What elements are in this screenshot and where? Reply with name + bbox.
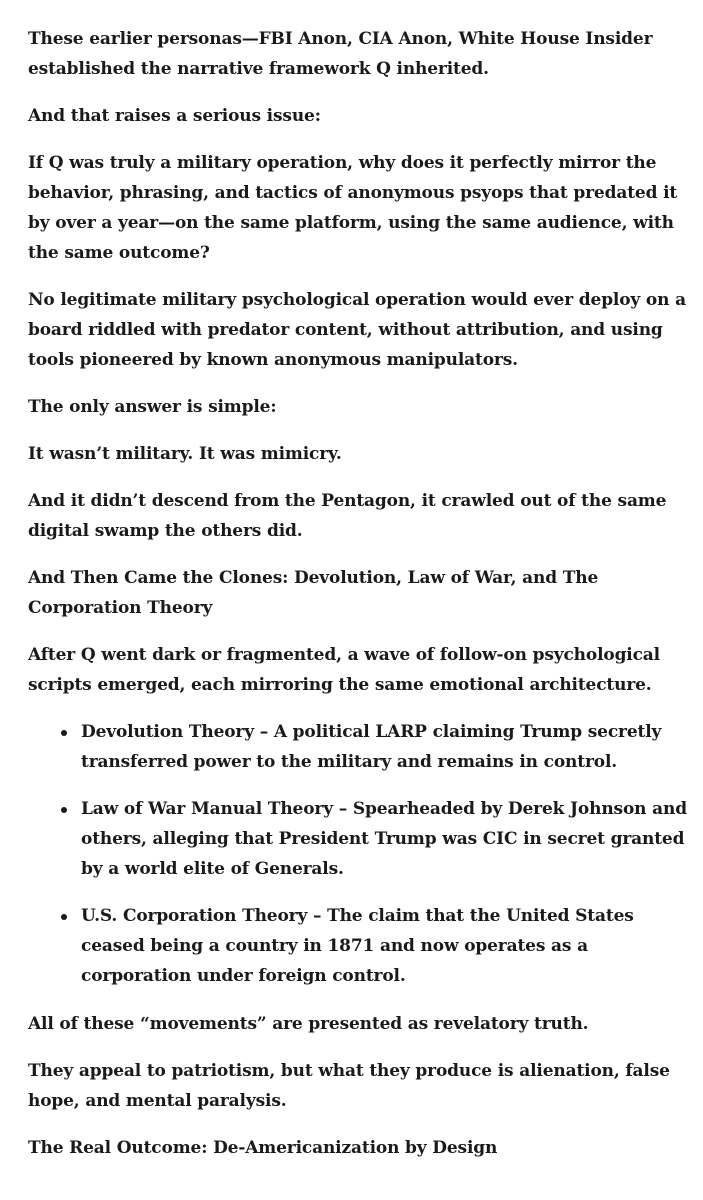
paragraph-follow-on-scripts: After Q went dark or fragmented, a wave of follow-on psychological scripts emerged, each mirroring the same emotional architecture. — [28, 645, 660, 695]
list-item-law-of-war-theory — [28, 794, 696, 884]
list-item-devolution-theory — [28, 717, 696, 777]
list-item-text: Devolution Theory – A political LARP claiming Trump secretly transferred power to the military and remains in control. — [81, 722, 662, 772]
paragraph-personas: These earlier personas—FBI Anon, CIA Anon, White House Insider established the narrative framework Q inherited. — [28, 29, 653, 79]
list-item-corporation-theory — [28, 901, 696, 991]
paragraph-military-question: If Q was truly a military operation, why does it perfectly mirror the behavior, phrasing, and tactics of anonymous psyops that predated it by over a year—on the same platform, using the same audience, with the same outcome? — [28, 153, 678, 263]
paragraph-no-legitimate-operation: No legitimate military psychological operation would ever deploy on a board riddled with predator content, without attribution, and using tools pioneered by known anonymous manipulators. — [28, 290, 686, 370]
article-body — [28, 24, 696, 1180]
paragraph-mimicry: It wasn’t military. It was mimicry. — [28, 444, 342, 464]
list-item-text: U.S. Corporation Theory – The claim that the United States ceased being a country in 1871 and now operates as a corporation under foreign control. — [81, 906, 634, 986]
theory-list — [28, 717, 696, 991]
paragraph-patriotism: They appeal to patriotism, but what they produce is alienation, false hope, and mental paralysis. — [28, 1061, 670, 1111]
paragraph-serious-issue: And that raises a serious issue: — [28, 106, 321, 126]
bullet-icon — [61, 914, 67, 920]
bullet-icon — [61, 730, 67, 736]
section-heading-real-outcome: The Real Outcome: De-Americanization by Design — [28, 1138, 498, 1158]
list-item-text: Law of War Manual Theory – Spearheaded by Derek Johnson and others, alleging that President Trump was CIC in secret granted by a world elite of Generals. — [81, 799, 687, 879]
paragraph-digital-swamp: And it didn’t descend from the Pentagon, it crawled out of the same digital swamp the others did. — [28, 491, 667, 541]
bullet-icon — [61, 807, 67, 813]
section-heading-clones: And Then Came the Clones: Devolution, Law of War, and The Corporation Theory — [28, 568, 599, 618]
paragraph-only-answer: The only answer is simple: — [28, 397, 277, 417]
paragraph-movements: All of these “movements” are presented as revelatory truth. — [28, 1014, 589, 1034]
